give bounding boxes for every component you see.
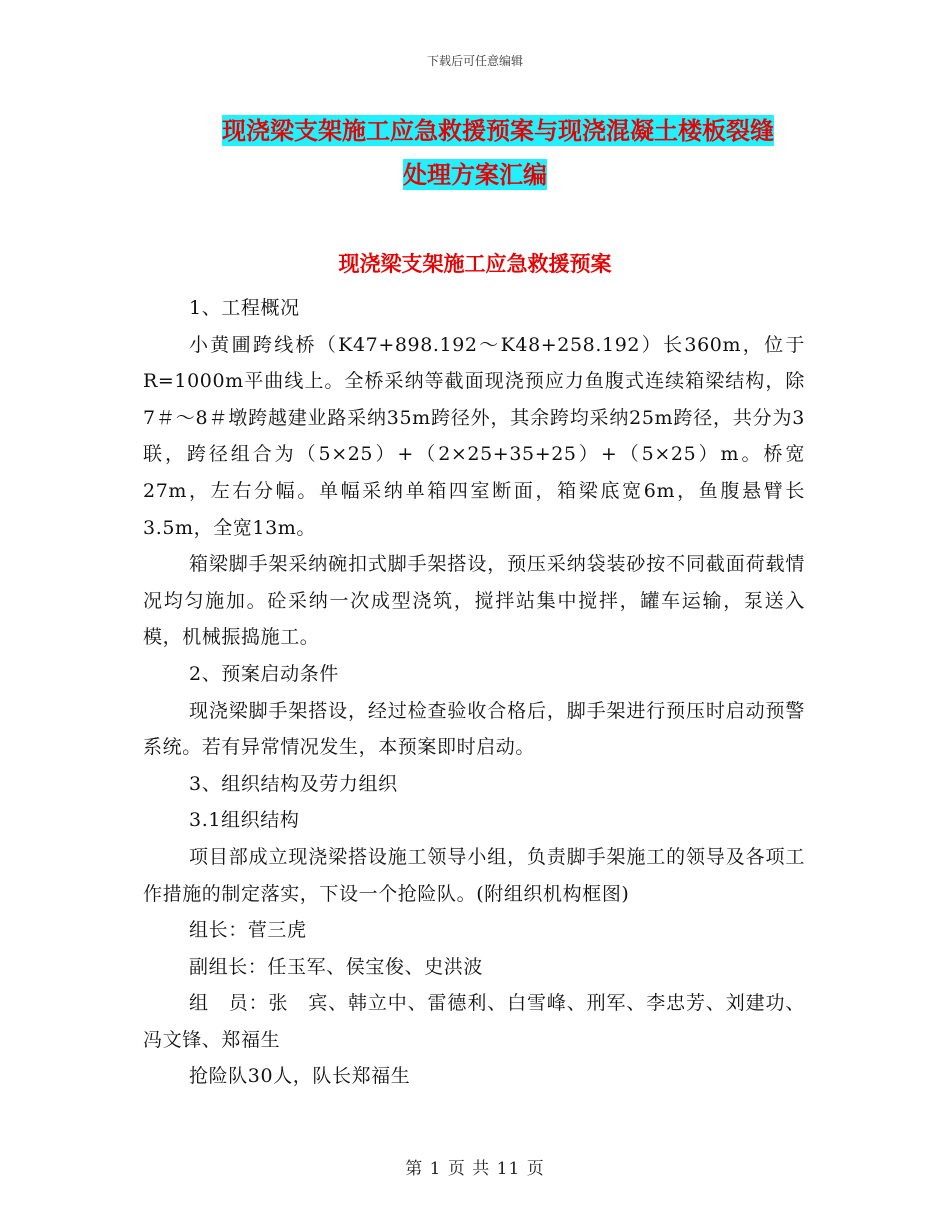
paragraph-deputy-leaders: 副组长：任玉军、侯宝俊、史洪波 [189,955,484,978]
page-header-note: 下载后可任意编辑 [426,54,523,68]
paragraph-rescue-team: 抢险队30人，队长郑福生 [189,1065,411,1088]
title-highlight-2: 处理方案汇编 [403,160,547,189]
paragraph-members: 组 员：张 宾、韩立中、雷德利、白雪峰、刑军、李忠芳、刘建功、冯文锋、郑福生 [143,992,805,1051]
section-title: 现浇梁支架施工应急救援预案 [338,251,612,276]
heading-project-overview: 1、工程概况 [189,297,300,319]
heading-org-structure: 3.1组织结构 [189,809,300,832]
heading-plan-trigger: 2、预案启动条件 [189,662,339,685]
paragraph-bridge-description: 小黄圃跨线桥（K47+898.192～K48+258.192）长360m，位于R=1000m平曲线上。全桥采纳等截面现浇预应力鱼腹式连续箱梁结构，除7＃～8＃墩跨越建业路采纳35m跨径外，其余跨均采纳25m跨径，共分为3联，跨径组合为（5×25）+（2×25+35+25）+（5×25）m。桥宽27m，左右分幅。单幅采纳单箱四室断面，箱梁底宽6m，鱼腹悬臂长3.5m，全宽13m。 [143,333,805,539]
paragraph-scaffold-method: 箱梁脚手架采纳碗扣式脚手架搭设，预压采纳袋装砂按不同截面荷载情况均匀施加。砼采纳一次成型浇筑，搅拌站集中搅拌，罐车运输，泵送入模，机械振捣施工。 [143,553,805,649]
paragraph-group-leader: 组长：菅三虎 [189,919,307,942]
document-title-line-1 [23,114,950,148]
body-text [143,290,805,1095]
document-title-line-2 [0,158,950,192]
page-footer: 第 1 页 共 11 页 [405,1159,545,1179]
paragraph-plan-trigger: 现浇梁脚手架搭设，经过检查验收合格后，脚手架进行预压时启动预警系统。若有异常情况发生，本预案即时启动。 [143,699,805,759]
paragraph-leadership-group: 项目部成立现浇梁搭设施工领导小组，负责脚手架施工的领导及各项工作措施的制定落实，下设一个抢险队。(附组织机构框图) [143,845,805,905]
title-highlight-1: 现浇梁支架施工应急救援预案与现浇混凝土楼板裂缝 [222,116,774,145]
heading-organization: 3、组织结构及劳力组织 [189,772,398,795]
